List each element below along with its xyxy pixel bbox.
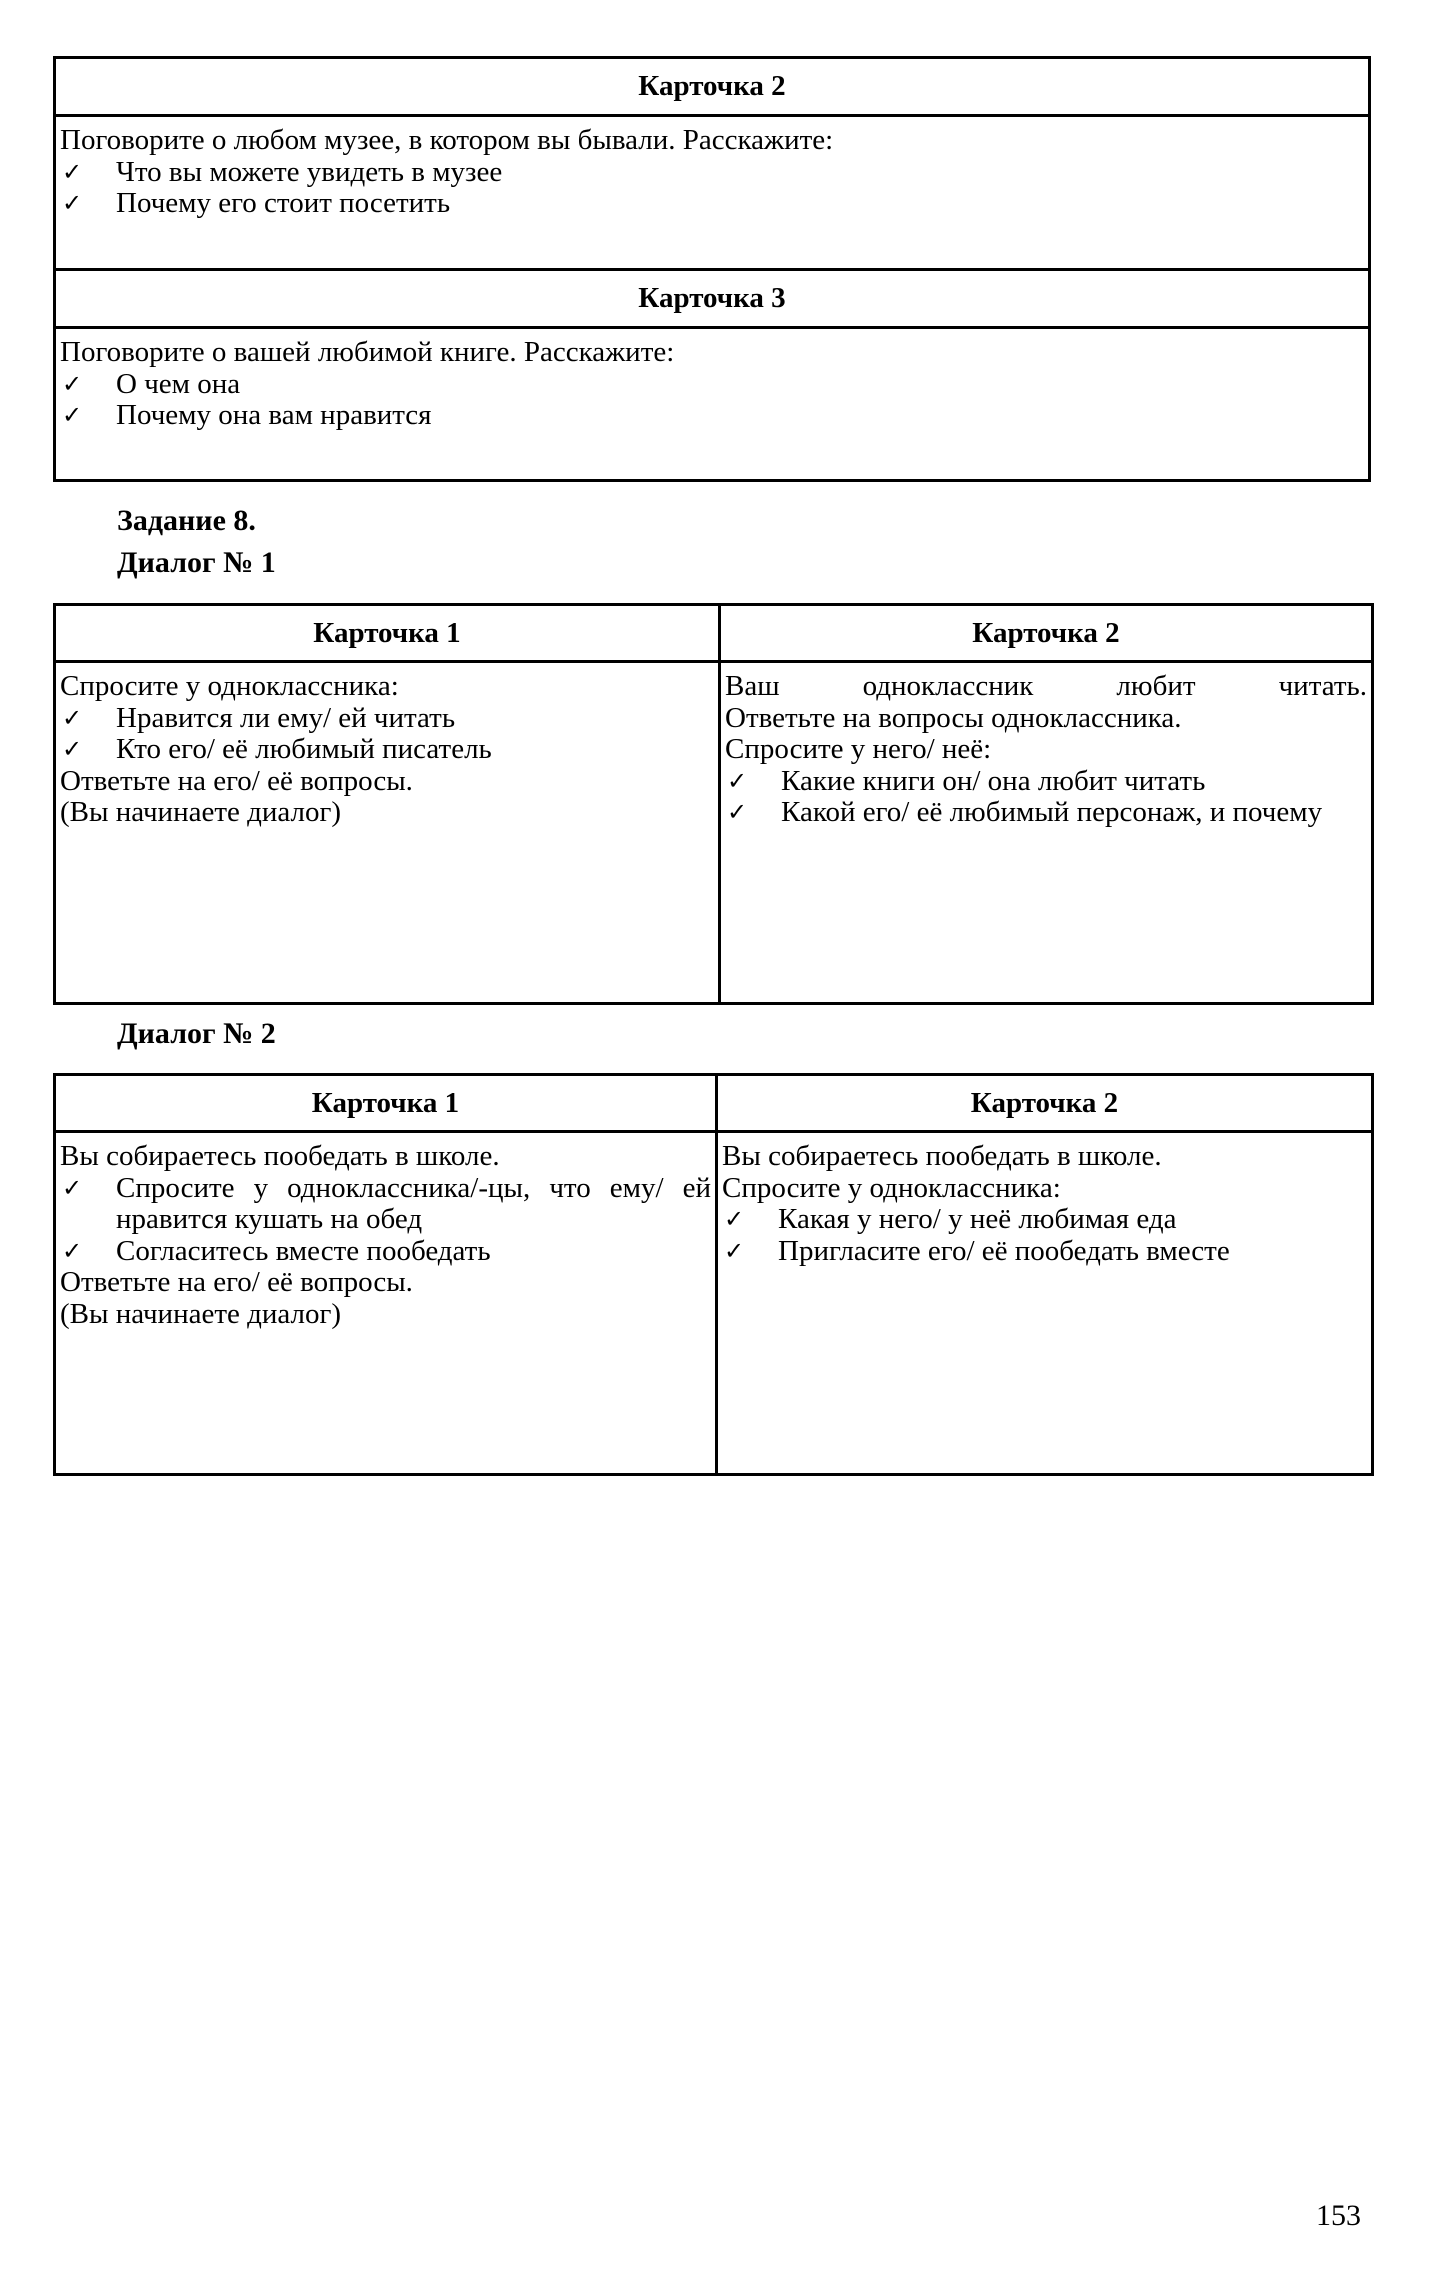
- checkmark-icon: ✓: [727, 798, 748, 826]
- list-item: [725, 766, 1367, 798]
- checkmark-icon: ✓: [62, 1236, 83, 1265]
- list-item-text: Пригласите его/ её пообедать вместе: [778, 1234, 1230, 1267]
- checkmark-icon: ✓: [727, 766, 748, 795]
- list-item-text: Почему она вам нравится: [116, 399, 432, 431]
- checkmark-icon: ✓: [62, 703, 83, 732]
- card-2-body: [55, 116, 1370, 270]
- card-outro: Ответьте на его/ её вопросы.: [60, 1266, 413, 1298]
- card-intro: Спросите у одноклассника:: [60, 670, 399, 702]
- dialog-1-header-row: [55, 605, 1373, 662]
- card-2-header-row: [55, 58, 1370, 116]
- card-outro-note: (Вы начинаете диалог): [60, 796, 342, 828]
- list-item: [60, 703, 714, 735]
- card-2-intro: Поговорите о любом музее, в котором вы бывали. Расскажите:: [60, 124, 834, 156]
- list-item: [60, 1236, 711, 1268]
- card-intro: Ответьте на вопросы одноклассника.: [725, 701, 1182, 734]
- list-item: [60, 157, 1364, 189]
- dialog-2-heading: Диалог № 2: [117, 1017, 276, 1050]
- page-number: 153: [1316, 2199, 1361, 2232]
- checkmark-icon: ✓: [62, 735, 83, 763]
- dialog-2-body-row: [55, 1132, 1373, 1475]
- checkmark-icon: ✓: [62, 157, 83, 186]
- list-item-text: Нравится ли ему/ ей читать: [116, 701, 456, 734]
- checkmark-icon: ✓: [62, 401, 83, 429]
- list-item: [60, 1173, 711, 1236]
- list-item-text: Какой его/ её любимый персонаж, и почему: [781, 796, 1323, 828]
- list-item-text: Согласитесь вместе пообедать: [116, 1234, 491, 1267]
- card-outro: Ответьте на его/ её вопросы.: [60, 764, 413, 797]
- list-item-text: Почему его стоит посетить: [116, 187, 451, 219]
- checkmark-icon: ✓: [724, 1205, 745, 1233]
- card-3-body: [55, 328, 1370, 481]
- cards-2-3-table: [53, 56, 1371, 482]
- dialog-2-table: [53, 1073, 1374, 1476]
- list-item: [60, 369, 1364, 401]
- card-2-title: Карточка 2: [55, 58, 1370, 116]
- dialog-2-header-row: [55, 1075, 1373, 1132]
- task-heading: Задание 8.: [117, 504, 256, 537]
- list-item: [60, 188, 1364, 220]
- list-item-text: Спросите у одноклассника/-цы, что ему/ ей нравится кушать на обед: [116, 1171, 711, 1235]
- card-3-body-row: [55, 328, 1370, 481]
- card-3-intro: Поговорите о вашей любимой книге. Расскажите:: [60, 336, 675, 368]
- dialog-2-card-2-body: [717, 1132, 1373, 1475]
- card-3-title: Карточка 3: [55, 270, 1370, 328]
- list-item: [60, 400, 1364, 432]
- card-intro: Вы собираетесь пообедать в школе.: [722, 1140, 1162, 1172]
- dialog-2-card-2-title: Карточка 2: [717, 1075, 1373, 1132]
- card-intro: Спросите у него/ неё:: [725, 733, 992, 765]
- dialog-1-card-1-body: [55, 662, 720, 1004]
- dialog-1-card-2-body: [720, 662, 1373, 1004]
- card-intro: Вы собираетесь пообедать в школе.: [60, 1140, 500, 1172]
- list-item: [725, 797, 1367, 829]
- dialog-2-card-1-body: [55, 1132, 717, 1475]
- checkmark-icon: ✓: [724, 1236, 745, 1265]
- dialog-1-heading: Диалог № 1: [117, 546, 276, 579]
- card-intro: Ваш одноклассник любит читать.: [725, 670, 1367, 702]
- dialog-1-card-2-title: Карточка 2: [720, 605, 1373, 662]
- card-3-header-row: [55, 270, 1370, 328]
- card-intro: Спросите у одноклассника:: [722, 1171, 1061, 1204]
- list-item-text: Что вы можете увидеть в музее: [116, 155, 503, 188]
- list-item-text: Какая у него/ у неё любимая еда: [778, 1203, 1177, 1235]
- card-2-body-row: [55, 116, 1370, 270]
- checkmark-icon: ✓: [62, 369, 83, 398]
- list-item-text: О чем она: [116, 367, 241, 400]
- list-item: [722, 1236, 1367, 1268]
- list-item-text: Кто его/ её любимый писатель: [116, 733, 492, 765]
- dialog-2-card-1-title: Карточка 1: [55, 1075, 717, 1132]
- checkmark-icon: ✓: [62, 1173, 83, 1202]
- list-item: [60, 734, 714, 766]
- list-item-text: Какие книги он/ она любит читать: [781, 764, 1206, 797]
- dialog-1-body-row: [55, 662, 1373, 1004]
- dialog-1-table: [53, 603, 1374, 1005]
- checkmark-icon: ✓: [62, 189, 83, 217]
- card-outro-note: (Вы начинаете диалог): [60, 1297, 342, 1330]
- dialog-1-card-1-title: Карточка 1: [55, 605, 720, 662]
- list-item: [722, 1204, 1367, 1236]
